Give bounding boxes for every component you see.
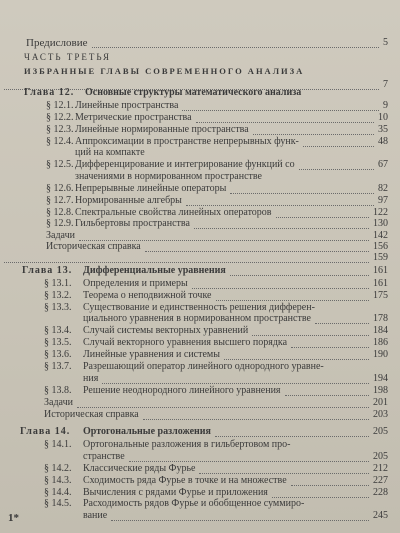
section-number: § 13.6. <box>44 349 72 360</box>
leader-dots <box>192 287 369 289</box>
chapter-page: 161 <box>373 265 388 276</box>
toc-section <box>0 350 400 360</box>
leader-dots <box>215 435 369 437</box>
section-title: Непрерывные линейные операторы <box>75 183 227 194</box>
section-number: § 13.1. <box>44 278 72 289</box>
section-page: 130 <box>373 218 388 229</box>
section-title: Существование и единственность решения дифферен- <box>83 302 315 313</box>
toc-section <box>0 219 400 229</box>
section-number: § 12.8. <box>46 207 74 218</box>
section-number: § 13.7. <box>44 361 72 372</box>
toc-section <box>0 101 400 111</box>
section-title: Линейные пространства <box>75 100 179 111</box>
section-page: 227 <box>373 475 388 486</box>
section-page: 178 <box>373 313 388 324</box>
toc-section <box>0 338 400 348</box>
toc-section-cont <box>0 374 400 384</box>
section-title-cont: странстве <box>83 451 125 462</box>
chapter-page: 205 <box>373 426 388 437</box>
chapter-title: Дифференциальные уравнения <box>83 265 226 276</box>
section-number: § 12.3. <box>46 124 74 135</box>
toc-section <box>0 125 400 135</box>
toc-section-cont <box>0 452 400 462</box>
section-title: Случай системы векторных уравнений <box>83 325 249 336</box>
entry-title: Предисловие <box>26 37 88 49</box>
section-title: Случай векторного уравнения высшего порядка <box>83 337 288 348</box>
toc-chapter-14 <box>0 427 400 437</box>
section-number: § 12.6. <box>46 183 74 194</box>
section-title: Гильбертовы пространства <box>75 218 190 229</box>
toc-section-cont <box>0 314 400 324</box>
toc-entry-preface <box>0 38 400 48</box>
section-title-cont: вание <box>83 510 108 521</box>
section-number: § 13.5. <box>44 337 72 348</box>
extra-page: 159 <box>373 252 388 263</box>
history-page: 156 <box>373 241 388 252</box>
leader-dots <box>224 358 369 360</box>
section-title: Нормированные алгебры <box>75 195 182 206</box>
problems-label: Задачи <box>44 397 73 408</box>
leader-dots <box>199 472 369 474</box>
toc-section <box>0 326 400 336</box>
section-number: § 14.3. <box>44 475 72 486</box>
toc-problems <box>0 231 400 241</box>
chapter-label: Глава 12. <box>24 87 75 98</box>
section-title: Метрические пространства <box>75 112 192 123</box>
section-page: 35 <box>378 124 388 135</box>
section-title: Теорема о неподвижной точке <box>83 290 212 301</box>
section-title-cont: значениями в нормированном пространстве <box>75 171 262 182</box>
history-label: Историческая справка <box>46 241 141 252</box>
toc-history <box>0 242 400 252</box>
leader-dots <box>230 192 374 194</box>
section-page: 48 <box>378 136 388 147</box>
leader-dots <box>291 484 369 486</box>
toc-section <box>0 184 400 194</box>
leader-dots <box>129 460 369 462</box>
section-number: § 13.8. <box>44 385 72 396</box>
toc-section <box>0 160 400 170</box>
section-number: § 12.2. <box>46 112 74 123</box>
problems-label: Задачи <box>46 230 75 241</box>
toc-section <box>0 279 400 289</box>
leader-dots <box>4 261 369 263</box>
section-page: 97 <box>378 195 388 206</box>
section-page: 122 <box>373 207 388 218</box>
toc-section <box>0 499 400 509</box>
section-number: § 12.9. <box>46 218 74 229</box>
chapter-label: Глава 14. <box>20 426 71 437</box>
section-page: 67 <box>378 159 388 170</box>
section-number: § 13.4. <box>44 325 72 336</box>
section-page: 205 <box>373 451 388 462</box>
leader-dots <box>291 346 369 348</box>
toc-section <box>0 196 400 206</box>
section-title: Решение неоднородного линейного уравнения <box>83 385 281 396</box>
leader-dots <box>252 334 369 336</box>
leader-dots <box>315 322 369 324</box>
toc-section <box>0 208 400 218</box>
chapter-title: Основные структуры математического анализа <box>85 87 302 98</box>
entry-page: 5 <box>383 37 388 48</box>
toc-section <box>0 113 400 123</box>
section-page: 198 <box>373 385 388 396</box>
toc-history <box>0 410 400 420</box>
section-title: Классические ряды Фурье <box>83 463 196 474</box>
leader-dots <box>196 121 374 123</box>
section-title: Определения и примеры <box>83 278 188 289</box>
section-title-cont: ния <box>83 373 99 384</box>
section-number: § 12.7. <box>46 195 74 206</box>
leader-dots <box>92 46 380 48</box>
toc-section <box>0 291 400 301</box>
section-title: Расходимость рядов Фурье и обобщенное суммиро- <box>83 498 305 509</box>
problems-page: 142 <box>373 230 388 241</box>
section-page: 82 <box>378 183 388 194</box>
section-title-cont: ций на компакте <box>75 147 145 158</box>
leader-dots <box>145 250 369 252</box>
toc-section-cont <box>0 148 400 158</box>
section-title: Линейные нормированные пространства <box>75 124 249 135</box>
section-page: 161 <box>373 278 388 289</box>
section-number: § 13.2. <box>44 290 72 301</box>
toc-section <box>0 386 400 396</box>
leader-dots <box>299 168 374 170</box>
toc-section <box>0 303 400 313</box>
chapter-label: Глава 13. <box>22 265 73 276</box>
section-title-cont: циального уравнения в нормированном пространстве <box>83 313 311 324</box>
leader-dots <box>216 299 370 301</box>
section-page: 10 <box>378 112 388 123</box>
part-title: ЧАСТЬ ТРЕТЬЯ <box>24 52 112 62</box>
section-number: § 12.4. <box>46 136 74 147</box>
leader-dots <box>194 227 369 229</box>
section-title: Спектральные свойства линейных операторов <box>75 207 272 218</box>
section-title: Аппроксимации в пространстве непрерывных функ- <box>75 136 299 147</box>
section-page: 184 <box>373 325 388 336</box>
chapter-title: Ортогональные разложения <box>83 426 211 437</box>
section-title: Вычисления с рядами Фурье и приложения <box>83 487 268 498</box>
section-number: § 14.1. <box>44 439 72 450</box>
section-title: Линейные уравнения и системы <box>83 349 220 360</box>
section-title: Сходимость ряда Фурье в точке и на множестве <box>83 475 287 486</box>
part-subtitle: ИЗБРАННЫЕ ГЛАВЫ СОВРЕМЕННОГО АНАЛИЗА <box>24 66 305 76</box>
section-number: § 14.5. <box>44 498 72 509</box>
leader-dots <box>285 394 369 396</box>
section-page: 212 <box>373 463 388 474</box>
toc-section <box>0 362 400 372</box>
section-page: 9 <box>383 100 388 111</box>
section-number: § 14.2. <box>44 463 72 474</box>
section-page: 245 <box>373 510 388 521</box>
toc-section <box>0 440 400 450</box>
leader-dots <box>186 204 374 206</box>
section-page: 190 <box>373 349 388 360</box>
toc-section <box>0 464 400 474</box>
section-number: § 12.1. <box>46 100 74 111</box>
leader-dots <box>230 274 369 276</box>
problems-page: 201 <box>373 397 388 408</box>
toc-section-cont <box>0 172 400 182</box>
section-page: 194 <box>373 373 388 384</box>
toc-part-heading <box>0 52 400 62</box>
part-page: 7 <box>383 79 388 90</box>
toc-section <box>0 476 400 486</box>
leader-dots <box>182 109 379 111</box>
section-title: Дифференцирование и интегрирование функций со <box>75 159 295 170</box>
history-page: 203 <box>373 409 388 420</box>
toc-chapter-13 <box>0 266 400 276</box>
toc-chapter-12 <box>0 88 400 98</box>
leader-dots <box>77 406 369 408</box>
section-page: 228 <box>373 487 388 498</box>
leader-dots <box>253 133 374 135</box>
section-page: 186 <box>373 337 388 348</box>
history-label: Историческая справка <box>44 409 139 420</box>
leader-dots <box>111 519 369 521</box>
signature-mark: 1* <box>8 512 19 524</box>
leader-dots <box>303 145 374 147</box>
leader-dots <box>143 418 369 420</box>
section-title: Ортогональные разложения в гильбертовом про- <box>83 439 291 450</box>
toc-extra-page <box>0 253 400 263</box>
toc-part-subtitle <box>0 66 400 76</box>
leader-dots <box>102 382 369 384</box>
section-page: 175 <box>373 290 388 301</box>
toc-section-cont <box>0 511 400 521</box>
leader-dots <box>276 216 369 218</box>
section-title: Разрешающий оператор линейного однородного уравне- <box>83 361 324 372</box>
toc-section <box>0 137 400 147</box>
toc-section <box>0 488 400 498</box>
section-number: § 14.4. <box>44 487 72 498</box>
section-number: § 13.3. <box>44 302 72 313</box>
toc-problems <box>0 398 400 408</box>
section-number: § 12.5. <box>46 159 74 170</box>
